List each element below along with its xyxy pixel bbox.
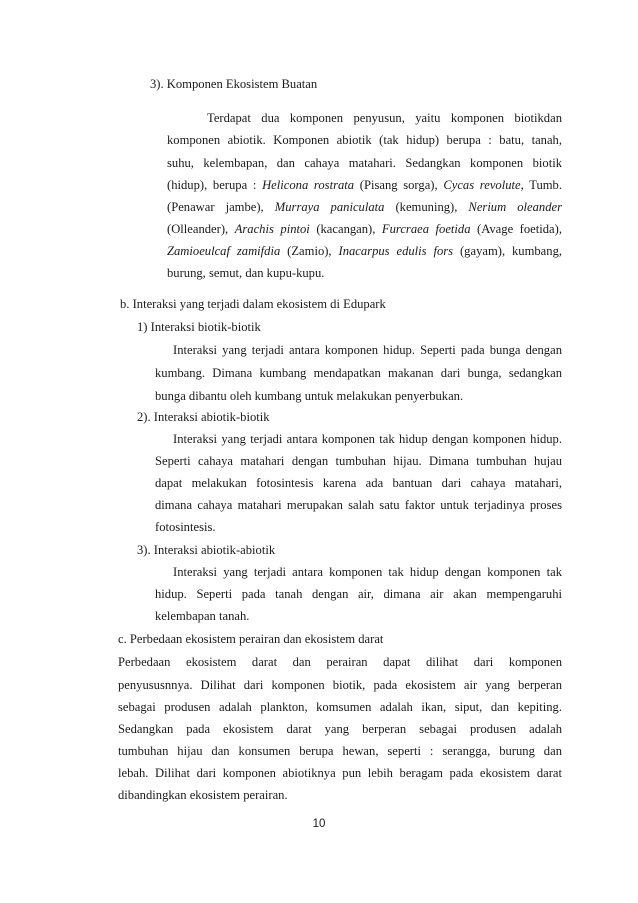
b2-line-1: Interaksi yang terjadi antara komponen tak hidup dengan komponen hidup. (173, 432, 562, 446)
c-line-3: sebagai produsen adalah plankton, komsumen adalah ikan, siput, dan kepiting. (118, 700, 562, 714)
c-line-2: penyususnnya. Dilihat dari komponen biotik, pada ekosistem air yang berperan (118, 678, 562, 692)
c-heading: c. Perbedaan ekosistem perairan dan ekosistem darat (118, 632, 384, 646)
b3-heading: 3). Interaksi abiotik-abiotik (137, 543, 276, 557)
page-number: 10 (312, 818, 326, 830)
c-line-1: Perbedaan ekosistem darat dan perairan dapat dilihat dari komponen (118, 655, 562, 669)
sec3-line-2: komponen abiotik. Komponen abiotik (tak hidup) berupa : batu, tanah, (167, 133, 562, 147)
c-line-7: dibandingkan ekosistem perairan. (118, 788, 288, 802)
sec3-line-6: (Olleander), Arachis pintoi (kacangan), Furcraea foetida (Avage foetida), (167, 222, 562, 236)
sec3-line-1: Terdapat dua komponen penyusun, yaitu komponen biotikdan (207, 111, 562, 125)
b1-line-2: kumbang. Dimana kumbang mendapatkan makanan dari bunga, sedangkan (155, 366, 562, 380)
sec3-line-5: (Penawar jambe), Murraya paniculata (kemuning), Nerium oleander (167, 200, 563, 214)
b2-line-2: Seperti cahaya matahari dengan tumbuhan hijau. Dimana tumbuhan hujau (155, 454, 562, 468)
b3-line-3: kelembapan tanah. (155, 609, 250, 623)
c-line-5: tumbuhan hijau dan konsumen berupa hewan, seperti : serangga, burung dan (118, 744, 562, 758)
b2-line-5: fotosintesis. (155, 520, 216, 534)
c-line-6: lebah. Dilihat dari komponen abiotiknya pun lebih beragam pada ekosistem darat (118, 766, 562, 780)
b1-line-3: bunga dibantu oleh kumbang untuk melakukan penyerbukan. (155, 389, 464, 403)
sec3-heading: 3). Komponen Ekosistem Buatan (150, 77, 318, 91)
b1-line-1: Interaksi yang terjadi antara komponen hidup. Seperti pada bunga dengan (173, 343, 562, 357)
c-line-4: Sedangkan pada ekosistem darat yang berperan sebagai produsen adalah (118, 722, 562, 736)
b2-line-4: dimana cahaya matahari merupakan salah satu faktor untuk terjadinya proses (155, 498, 562, 512)
sec3-line-4: (hidup), berupa : Helicona rostrata (Pisang sorga), Cycas revolute, Tumb. (167, 178, 563, 192)
b2-line-3: dapat melakukan fotosintesis karena ada bantuan dari cahaya matahari, (155, 476, 562, 490)
b-heading: b. Interaksi yang terjadi dalam ekosistem di Edupark (120, 297, 386, 311)
sec3-line-8: burung, semut, dan kupu-kupu. (167, 266, 325, 280)
sec3-line-7: Zamioeulcaf zamifdia (Zamio), Inacarpus edulis fors (gayam), kumbang, (167, 244, 563, 258)
b3-line-1: Interaksi yang terjadi antara komponen tak hidup dengan komponen tak (173, 565, 562, 579)
sec3-line-3: suhu, kelembapan, dan cahaya matahari. Sedangkan komponen biotik (167, 156, 562, 170)
b2-heading: 2). Interaksi abiotik-biotik (137, 410, 270, 424)
b1-heading: 1) Interaksi biotik-biotik (137, 320, 261, 334)
b3-line-2: hidup. Seperti pada tanah dengan air, dimana air akan mempengaruhi (155, 587, 562, 601)
